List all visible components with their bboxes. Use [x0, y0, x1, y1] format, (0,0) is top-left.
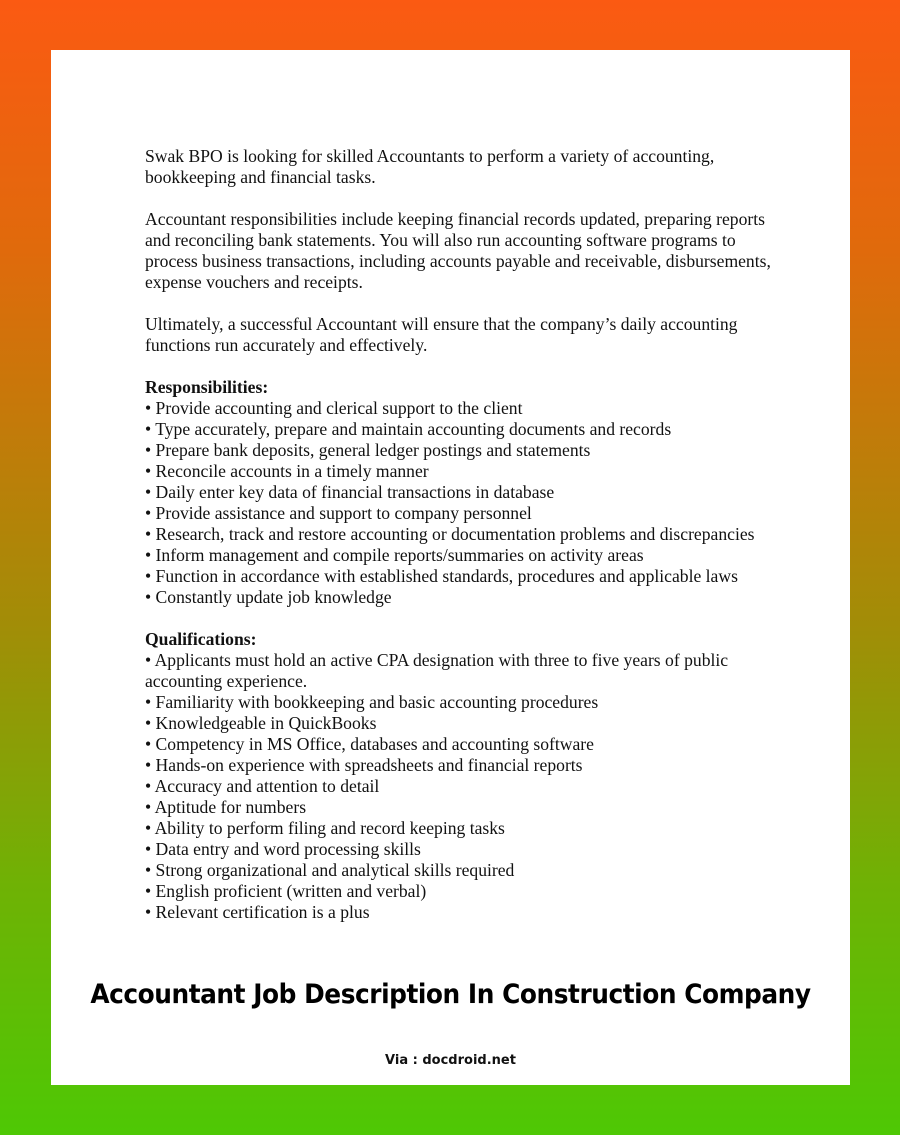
responsibilities-summary-paragraph: Accountant responsibilities include keeping financial records updated, preparing reports and reconciling bank statements. You will also run accounting software programs to process business transactions, including accounts payable and receivable, disbursements, expense vouchers and receipts. [145, 209, 771, 292]
qualification-item: • Relevant certification is a plus [145, 902, 370, 922]
responsibility-item: • Provide accounting and clerical support to the client [145, 398, 523, 418]
responsibility-item: • Reconcile accounts in a timely manner [145, 461, 429, 481]
qualifications-heading: Qualifications: [145, 629, 257, 649]
qualification-item: • Hands-on experience with spreadsheets and financial reports [145, 755, 583, 775]
responsibility-item: • Type accurately, prepare and maintain accounting documents and records [145, 419, 672, 439]
responsibility-item: • Provide assistance and support to company personnel [145, 503, 532, 523]
qualification-item: • English proficient (written and verbal) [145, 881, 427, 901]
qualification-item: • Knowledgeable in QuickBooks [145, 713, 377, 733]
intro-paragraph: Swak BPO is looking for skilled Accountants to perform a variety of accounting, bookkeeping and financial tasks. [145, 146, 715, 187]
outcome-paragraph: Ultimately, a successful Accountant will ensure that the company’s daily accounting functions run accurately and effectively. [145, 314, 738, 355]
qualification-item: • Applicants must hold an active CPA designation with three to five years of public accounting experience. [145, 650, 729, 691]
qualification-item: • Accuracy and attention to detail [145, 776, 380, 796]
responsibilities-list [145, 398, 775, 608]
qualifications-list [145, 650, 775, 923]
page-title: Accountant Job Description In Construction Company [90, 979, 811, 1010]
responsibility-item: • Inform management and compile reports/summaries on activity areas [145, 545, 644, 565]
qualification-item: • Familiarity with bookkeeping and basic accounting procedures [145, 692, 599, 712]
qualification-item: • Competency in MS Office, databases and accounting software [145, 734, 594, 754]
responsibility-item: • Constantly update job knowledge [145, 587, 392, 607]
job-description-document [145, 146, 775, 923]
qualification-item: • Data entry and word processing skills [145, 839, 421, 859]
responsibility-item: • Daily enter key data of financial transactions in database [145, 482, 555, 502]
qualification-item: • Aptitude for numbers [145, 797, 307, 817]
qualification-item: • Ability to perform filing and record keeping tasks [145, 818, 505, 838]
responsibility-item: • Function in accordance with established standards, procedures and applicable laws [145, 566, 738, 586]
source-credit: Via : docdroid.net [385, 1053, 516, 1068]
content-card [51, 50, 850, 1085]
qualification-item: • Strong organizational and analytical skills required [145, 860, 515, 880]
responsibility-item: • Prepare bank deposits, general ledger postings and statements [145, 440, 591, 460]
responsibilities-heading: Responsibilities: [145, 377, 269, 397]
responsibility-item: • Research, track and restore accounting or documentation problems and discrepancies [145, 524, 755, 544]
